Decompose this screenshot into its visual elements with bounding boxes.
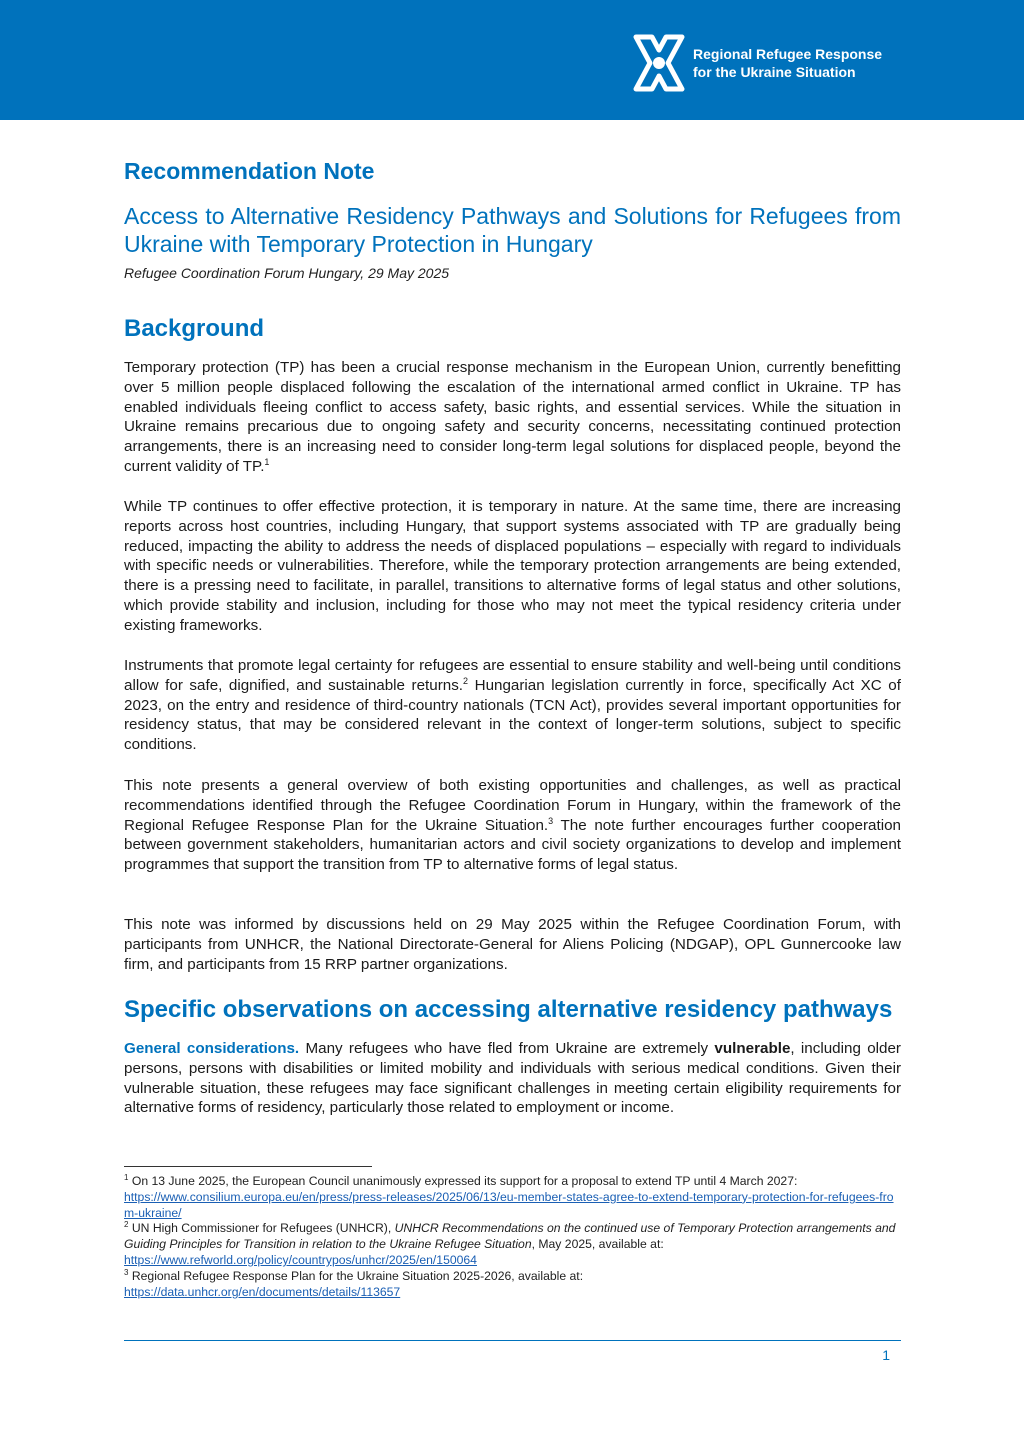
background-paragraph-3: [124, 656, 901, 755]
observations-p1-text-a: Many refugees who have fled from Ukraine are extremely: [299, 1040, 715, 1057]
footnote-1-number: 1: [124, 1172, 129, 1182]
footnote-2-text-b: , May 2025, available at:: [531, 1237, 664, 1252]
byline: Refugee Coordination Forum Hungary, 29 May 2025: [124, 265, 450, 281]
background-paragraph-4: [124, 776, 901, 875]
footnote-1: [124, 1174, 901, 1221]
footnote-2-number: 2: [124, 1220, 129, 1230]
general-considerations-label: General considerations.: [124, 1040, 300, 1057]
footnote-2: [124, 1221, 901, 1268]
footnote-ref-1: 1: [264, 456, 270, 467]
background-p1-text: Temporary protection (TP) has been a crucial response mechanism in the European Union, currently benefitting over 5 million people displaced following the escalation of the international armed conflict in Ukraine. TP has enabled individuals fleeing conflict to access safety, basic rights, and essential services. While the situation in Ukraine remains precarious due to ongoing safety and security concerns, necessitating continued protection arrangements, there is an increasing need to consider long-term legal solutions for displaced people, beyond the current validity of TP.: [124, 359, 901, 475]
footnote-1-text: On 13 June 2025, the European Council unanimously expressed its support for a proposal to extend TP until 4 March 2027:: [128, 1174, 798, 1188]
rrp-logo: [630, 33, 890, 95]
footnote-3: [124, 1269, 901, 1301]
footnotes: [124, 1174, 901, 1300]
observations-heading: Specific observations on accessing alternative residency pathways: [124, 996, 893, 1023]
header-banner: [0, 0, 1024, 120]
footnote-separator: [124, 1166, 372, 1167]
footnote-ref-3: 3: [548, 815, 554, 826]
background-paragraph-2: While TP continues to offer effective protection, it is temporary in nature. At the same time, there are increasing reports across host countries, including Hungary, that support systems associated with TP are gradually being reduced, impacting the ability to address the needs of displaced populations – especially with regard to individuals with specific needs or vulnerabilities. Therefore, while the temporary protection arrangements are being extended, there is a pressing need to facilitate, in parallel, transitions to alternative forms of legal status and other solutions, which provide stability and inclusion, including for those who may not meet the typical residency criteria under existing frameworks.: [124, 498, 901, 634]
footnote-3-number: 3: [124, 1267, 129, 1277]
document-title: Access to Alternative Residency Pathways and Solutions for Refugees from Ukraine with Temporary Protection in Hungary: [124, 203, 901, 257]
logo-line-2: for the Ukraine Situation: [693, 64, 856, 80]
note-type-heading: Recommendation Note: [124, 158, 375, 184]
observations-p1-text-b: , including older persons, persons with disabilities or limited mobility and individuals with serious medical conditions. Given their vulnerable situation, these refugees may face significant challenges in meeting certain eligibility requirements for alternative forms of residency, particularly those related to employment or income.: [124, 1040, 901, 1117]
footnote-2-text-a: UN High Commissioner for Refugees (UNHCR),: [128, 1221, 395, 1236]
footnote-2-title: UNHCR Recommendations on the continued use of Temporary Protection arrangements and Guiding Principles for Transition in relation to the Ukraine Refugee Situation: [124, 1221, 896, 1252]
footnote-3-link[interactable]: https://data.unhcr.org/en/documents/details/113657: [124, 1284, 401, 1299]
rrp-star-icon: [630, 33, 688, 93]
footnote-3-text: Regional Refugee Response Plan for the Ukraine Situation 2025-2026, available at:: [128, 1268, 584, 1283]
observations-paragraph-1: [124, 1039, 901, 1118]
background-paragraph-5: This note was informed by discussions held on 29 May 2025 within the Refugee Coordination Forum, with participants from UNHCR, the National Directorate-General for Aliens Policing (NDGAP), OPL Gunnercooke law firm, and participants from 15 RRP partner organizations.: [124, 916, 901, 973]
footnote-1-link[interactable]: https://www.consilium.europa.eu/en/press/press-releases/2025/06/13/eu-member-states-agree-to-extend-temporary-protection-for-refugees-from-ukraine/: [124, 1189, 894, 1220]
footnote-ref-2: 2: [463, 675, 469, 686]
background-p3-text-b: Hungarian legislation currently in force, specifically Act XC of 2023, on the entry and residence of third-country nationals (TCN Act), provides several important opportunities for residency status, that may be considered relevant in the context of longer-term solutions, subject to specific conditions.: [124, 676, 901, 754]
vulnerable-emphasis: vulnerable: [714, 1040, 791, 1057]
background-paragraph-1: [124, 358, 901, 477]
background-heading: Background: [124, 315, 265, 342]
background-p4-text-b: The note further encourages further cooperation between government stakeholders, humanitarian actors and civil society organizations to develop and implement programmes that support the transition from TP to alternative forms of legal status.: [124, 816, 901, 874]
background-p4-text-a: This note presents a general overview of both existing opportunities and challenges, as well as practical recommendations identified through the Refugee Coordination Forum in Hungary, within the framework of the Regional Refugee Response Plan for the Ukraine Situation.: [124, 777, 901, 834]
footnote-2-link[interactable]: https://www.refworld.org/policy/countrypos/unhcr/2025/en/150064: [124, 1252, 477, 1267]
footer-rule: [124, 1340, 901, 1341]
background-p3-text-a: Instruments that promote legal certainty for refugees are essential to ensure stability and well-being until conditions allow for safe, dignified, and sustainable returns.: [124, 657, 901, 694]
page-number: 1: [882, 1347, 890, 1363]
logo-line-1: Regional Refugee Response: [693, 46, 883, 62]
